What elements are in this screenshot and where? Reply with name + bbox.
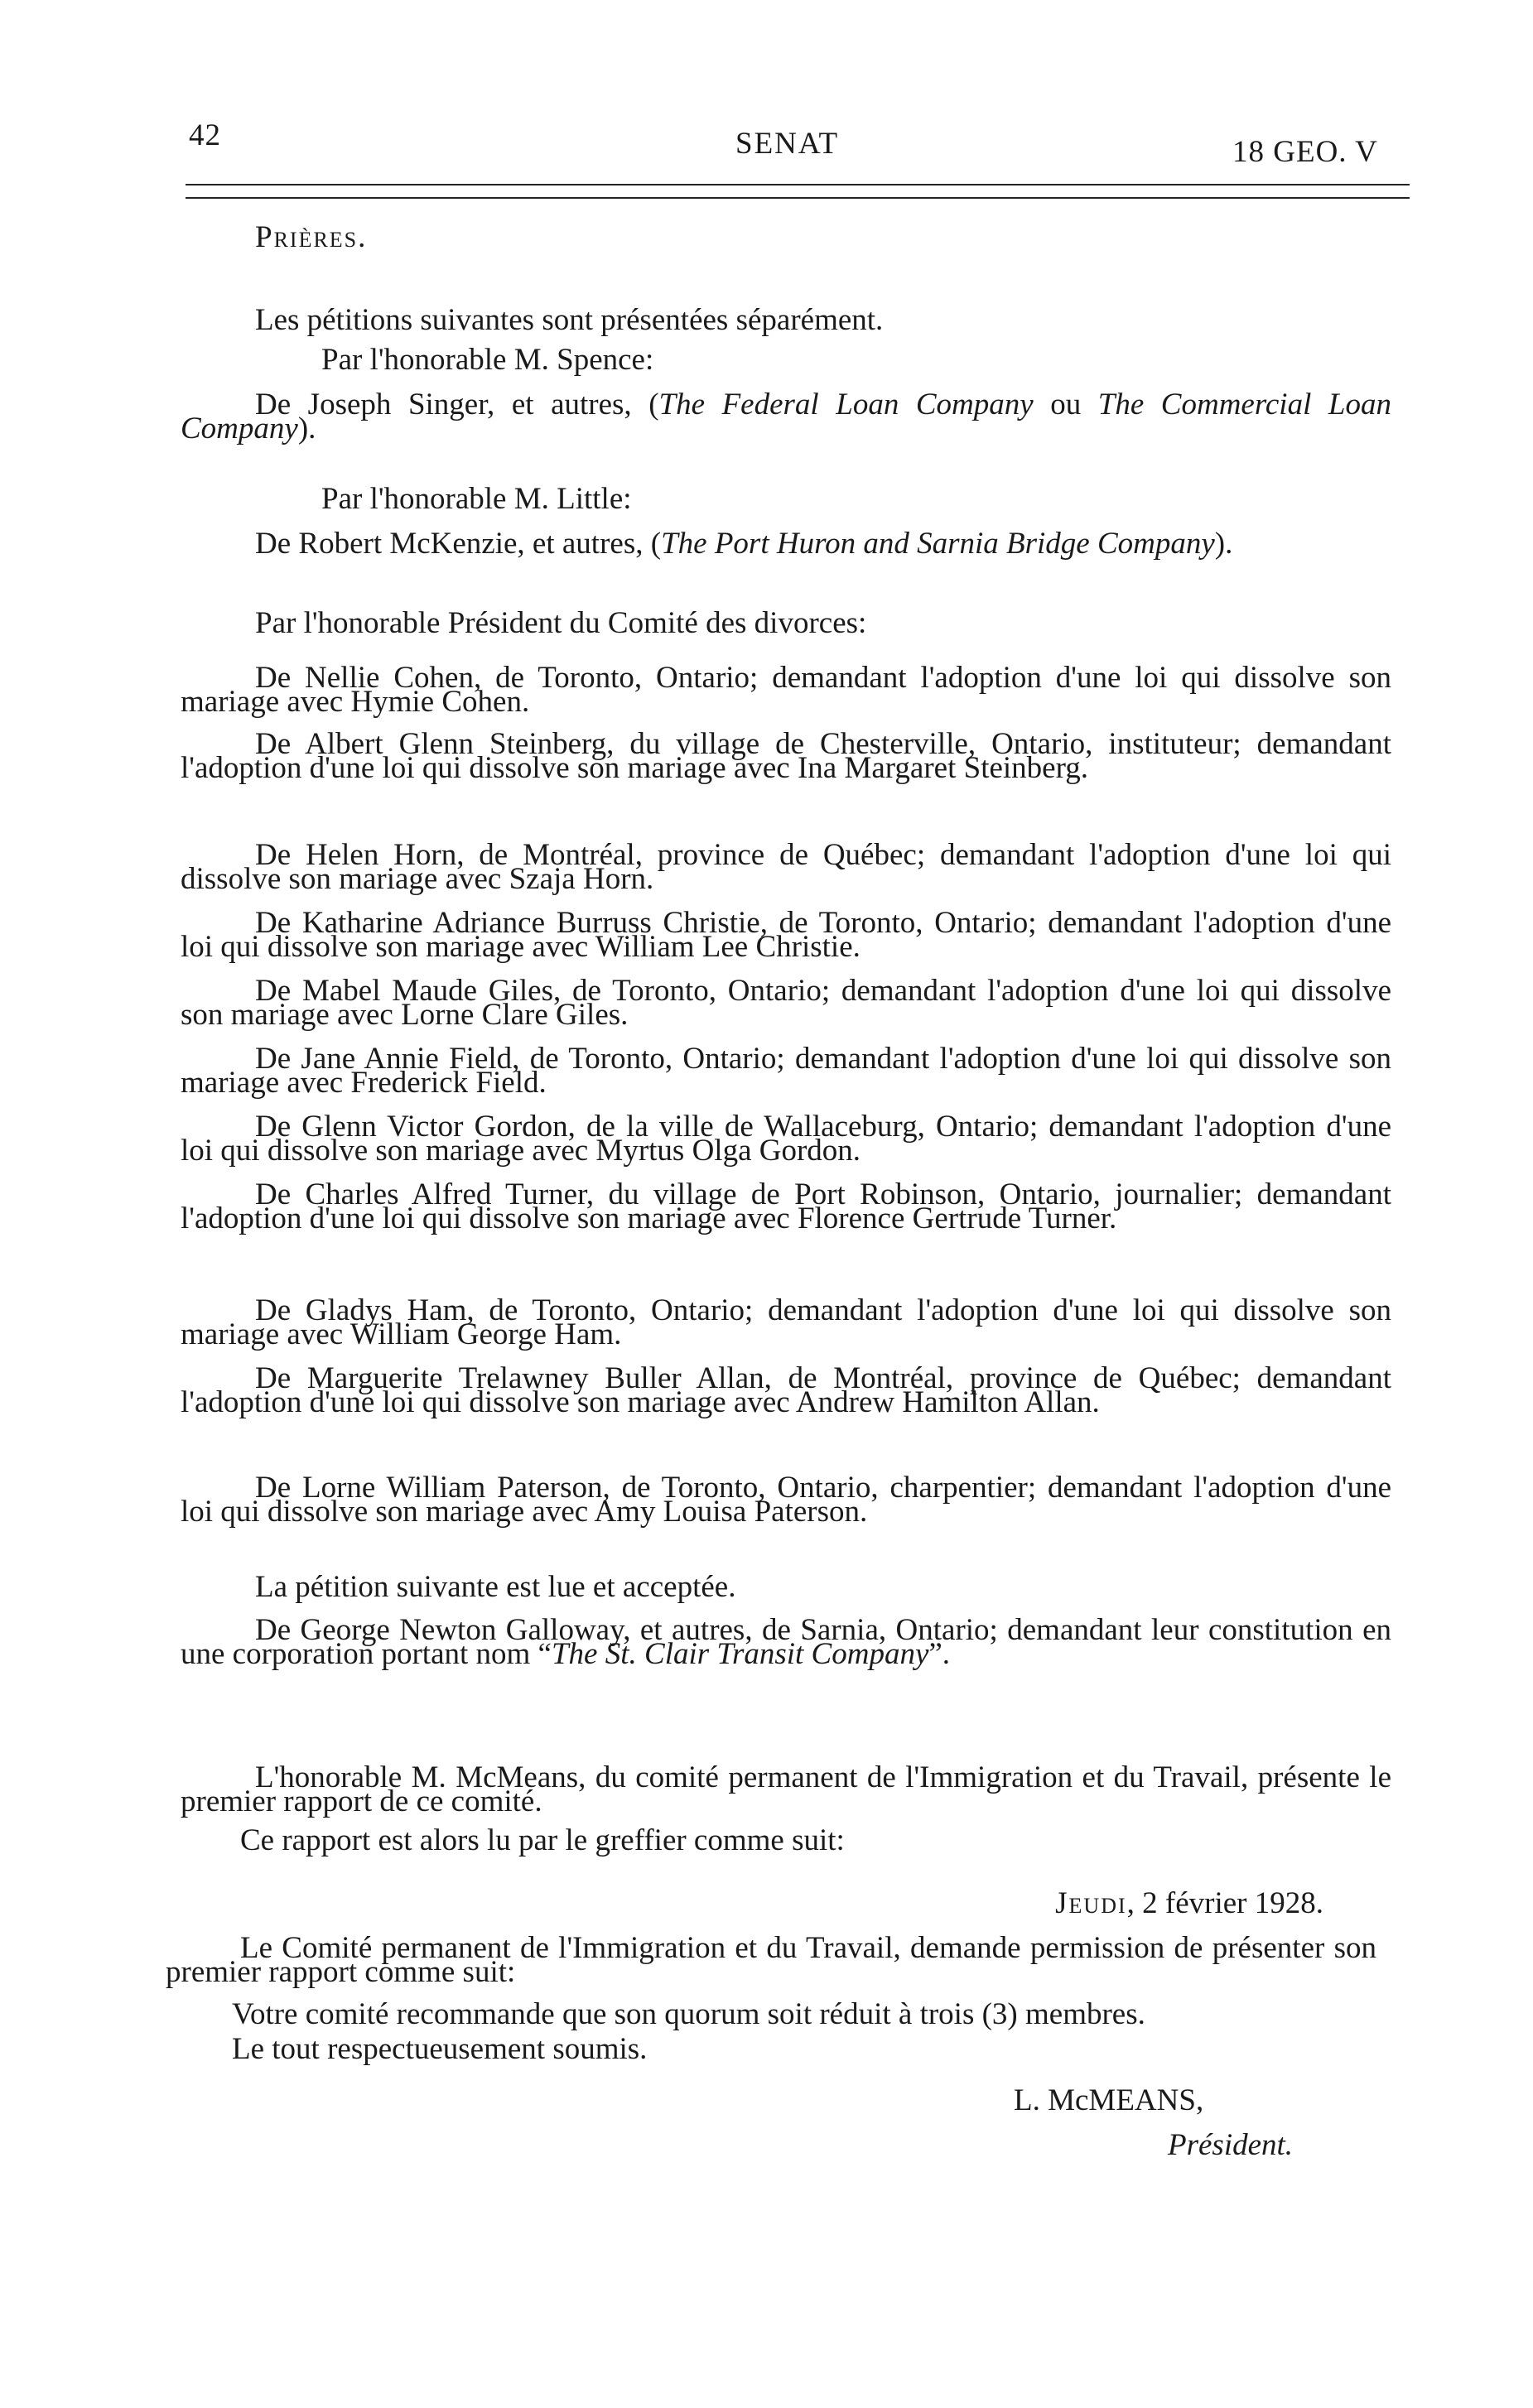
- petitions-intro: Les pétitions suivantes sont présentées séparément.: [255, 303, 884, 337]
- session-label: 18 GEO. V: [1232, 135, 1378, 169]
- read-by-clerk: Ce rapport est alors lu par le greffier comme suit:: [240, 1823, 845, 1857]
- signature: L. McMEANS,: [1014, 2083, 1204, 2117]
- report-para-3: Le tout respectueusement soumis.: [232, 2032, 648, 2066]
- signature-title: Président.: [1168, 2128, 1294, 2162]
- little-petition: De Robert McKenzie, et autres, (The Port Huron and Sarnia Bridge Company).: [255, 527, 1233, 561]
- divorce-8: De Charles Alfred Turner, du village de Port Robinson, Ontario, journalier; demandant l'adoption d'une loi qui dissolve son mariage avec Florence Gertrude Turner.: [181, 1178, 1391, 1235]
- divorce-5: De Mabel Maude Giles, de Toronto, Ontario; demandant l'adoption d'une loi qui dissolve son mariage avec Lorne Clare Giles.: [181, 974, 1391, 1032]
- report-para-1: Le Comité permanent de l'Immigration et du Travail, demande permission de présenter son premier rapport comme suit:: [166, 1931, 1376, 1989]
- header-rule-bottom: [186, 197, 1410, 199]
- divorce-1: De Nellie Cohen, de Toronto, Ontario; demandant l'adoption d'une loi qui dissolve son mariage avec Hymie Cohen.: [181, 661, 1391, 719]
- divorce-3: De Helen Horn, de Montréal, province de Québec; demandant l'adoption d'une loi qui dissolve son mariage avec Szaja Horn.: [181, 838, 1391, 896]
- divorces-by: Par l'honorable Président du Comité des divorces:: [255, 606, 867, 640]
- divorce-4: De Katharine Adriance Burruss Christie, de Toronto, Ontario; demandant l'adoption d'une loi qui dissolve son mariage avec William Lee Christie.: [181, 906, 1391, 964]
- header-rule-top: [186, 184, 1410, 185]
- spence-petition: De Joseph Singer, et autres, (The Federal Loan Company ou The Commercial Loan Company).: [181, 388, 1391, 445]
- divorce-11: De Lorne William Paterson, de Toronto, Ontario, charpentier; demandant l'adoption d'une loi qui dissolve son mariage avec Amy Louisa Paterson.: [181, 1471, 1391, 1529]
- report-para-2: Votre comité recommande que son quorum soit réduit à trois (3) membres.: [232, 1997, 1145, 2031]
- divorce-9: De Gladys Ham, de Toronto, Ontario; demandant l'adoption d'une loi qui dissolve son mariage avec William George Ham.: [181, 1293, 1391, 1351]
- report-date: Jeudi, 2 février 1928.: [1055, 1886, 1323, 1920]
- prieres-heading: Prières.: [255, 220, 368, 254]
- accepted-intro: La pétition suivante est lue et acceptée.: [255, 1570, 736, 1604]
- page-number: 42: [189, 118, 221, 152]
- running-title: SENAT: [735, 127, 840, 161]
- divorce-10: De Marguerite Trelawney Buller Allan, de Montréal, province de Québec; demandant l'adoption d'une loi qui dissolve son mariage avec Andrew Hamilton Allan.: [181, 1361, 1391, 1419]
- mcmeans-intro: L'honorable M. McMeans, du comité permanent de l'Immigration et du Travail, présente le premier rapport de ce comité.: [181, 1760, 1391, 1818]
- divorce-7: De Glenn Victor Gordon, de la ville de Wallaceburg, Ontario; demandant l'adoption d'une loi qui dissolve son mariage avec Myrtus Olga Gordon.: [181, 1110, 1391, 1168]
- spence-by: Par l'honorable M. Spence:: [321, 343, 654, 377]
- galloway-petition: De George Newton Galloway, et autres, de Sarnia, Ontario; demandant leur constitution en une corporation portant nom “The St. Clair Transit Company”.: [181, 1613, 1391, 1671]
- divorce-6: De Jane Annie Field, de Toronto, Ontario; demandant l'adoption d'une loi qui dissolve son mariage avec Frederick Field.: [181, 1042, 1391, 1100]
- divorce-2: De Albert Glenn Steinberg, du village de Chesterville, Ontario, instituteur; demandant l'adoption d'une loi qui dissolve son mariage avec Ina Margaret Steinberg.: [181, 727, 1391, 785]
- little-by: Par l'honorable M. Little:: [321, 482, 632, 516]
